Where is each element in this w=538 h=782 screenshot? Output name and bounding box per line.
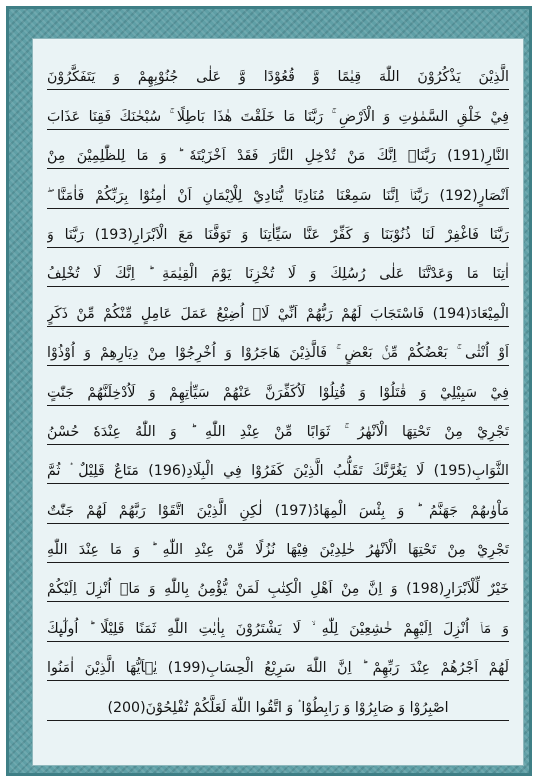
line-text: اصْبِرُوْا وَ صَابِرُوْا وَ رَابِطُوْا ۟ وَ اتَّقُوا اللّٰهَ لَعَلَّكُمْ تُفْلِحُوْنَ(200) [107, 699, 449, 716]
line-text: لَهُمْ اَجْرُهُمْ عِنْدَ رَبِّهِمْ ؕ اِنَّ اللّٰهَ سَرِيْعُ الْحِسَابِ(199) يٰۤاَيُّهَا الَّذِيْنَ اٰمَنُوا [47, 660, 509, 677]
line-text: تَجْرِيْ مِنْ تَحْتِهَا الْاَنْهٰرُ خٰلِدِيْنَ فِيْهَا نُزُلًا مِّنْ عِنْدِ اللّٰهِ ؕ وَ مَا عِنْدَ اللّٰهِ [47, 542, 509, 559]
text-line [47, 130, 509, 169]
quran-page [32, 38, 524, 766]
line-text: اٰتِنَا مَا وَعَدْتَّنَا عَلٰى رُسُلِكَ وَ لَا تُخْزِنَا يَوْمَ الْقِيٰمَةِ ؕ اِنَّكَ لَا تُخْلِفُ [47, 266, 509, 283]
line-text: وَ مَاۤ اُنْزِلَ اِلَيْهِمْ خٰشِعِيْنَ لِلّٰهِ ۙ لَا يَشْتَرُوْنَ بِاٰيٰتِ اللّٰهِ ثَمَنًا قَلِيْلًا ؕ اُولٰٓىِٕكَ [47, 620, 509, 637]
line-text: الَّذِيْنَ يَذْكُرُوْنَ اللّٰهَ قِيٰمًا وَّ قُعُوْدًا وَّ عَلٰى جُنُوْبِهِمْ وَ يَتَفَكَّرُوْنَ [47, 69, 509, 86]
line-text: خَيْرٌ لِّلْاَبْرَارِ(198) وَ اِنَّ مِنْ اَهْلِ الْكِتٰبِ لَمَنْ يُّؤْمِنُ بِاللّٰهِ وَ مَاۤ اُنْزِلَ اِلَيْكُمْ [47, 581, 509, 598]
text-line [47, 287, 509, 326]
text-line [47, 327, 509, 366]
line-text: اَوْ اُنْثٰى ۚ بَعْضُكُمْ مِّنْۢ بَعْضٍ ۚ فَالَّذِيْنَ هَاجَرُوْا وَ اُخْرِجُوْا مِنْ دِيَارِهِمْ وَ اُوْذُوْا [47, 345, 509, 362]
text-line [47, 524, 509, 563]
text-line [47, 366, 509, 405]
text-line [47, 681, 509, 720]
line-text: الثَّوَابِ(195) لَا يَغُرَّنَّكَ تَقَلُّبُ الَّذِيْنَ كَفَرُوْا فِي الْبِلَادِ(196) مَتَاعٌ قَلِيْلٌ ۟ ثُمَّ [47, 463, 509, 480]
text-line [47, 406, 509, 445]
text-line [47, 602, 509, 641]
text-line [47, 169, 509, 208]
line-text: فِيْ خَلْقِ السَّمٰوٰتِ وَ الْاَرْضِ ۚ رَبَّنَا مَا خَلَقْتَ هٰذَا بَاطِلًا ۚ سُبْحٰنَكَ فَقِنَا عَذَابَ [47, 108, 509, 125]
line-text: النَّارِ(191) رَبَّنَاۤ اِنَّكَ مَنْ تُدْخِلِ النَّارَ فَقَدْ اَخْزَيْتَهٗ ؕ وَ مَا لِلظّٰلِمِيْنَ مِنْ [47, 148, 509, 165]
text-line [47, 445, 509, 484]
line-text: اَنْصَارٍ(192) رَبَّنَاۤ اِنَّنَا سَمِعْنَا مُنَادِيًا يُّنَادِيْ لِلْاِيْمَانِ اَنْ اٰمِنُوْا بِرَبِّكُمْ فَاٰمَنَّا ۖ [47, 187, 509, 204]
text-line [47, 248, 509, 287]
line-text: رَبَّنَا فَاغْفِرْ لَنَا ذُنُوْبَنَا وَ كَفِّرْ عَنَّا سَيِّاٰتِنَا وَ تَوَفَّنَا مَعَ الْاَبْرَارِ(193) رَبَّنَا وَ [47, 226, 509, 243]
text-line [47, 51, 509, 90]
line-text: مَاْوٰىهُمْ جَهَنَّمُ ؕ وَ بِئْسَ الْمِهَادُ(197) لٰكِنِ الَّذِيْنَ اتَّقَوْا رَبَّهُمْ لَهُمْ جَنّٰتٌ [47, 502, 509, 519]
line-text: الْمِيْعَادَ(194) فَاسْتَجَابَ لَهُمْ رَبُّهُمْ اَنِّيْ لَاۤ اُضِيْعُ عَمَلَ عَامِلٍ مِّنْكُمْ مِّنْ ذَكَرٍ [47, 305, 509, 322]
text-line [47, 484, 509, 523]
text-line [47, 90, 509, 129]
text-line [47, 563, 509, 602]
text-line [47, 642, 509, 681]
line-text: فِيْ سَبِيْلِيْ وَ قٰتَلُوْا وَ قُتِلُوْا لَاُكَفِّرَنَّ عَنْهُمْ سَيِّاٰتِهِمْ وَ لَاُدْخِلَنَّهُمْ جَنّٰتٍ [47, 384, 509, 401]
decorative-border [6, 6, 532, 776]
line-text: تَجْرِيْ مِنْ تَحْتِهَا الْاَنْهٰرُ ۚ ثَوَابًا مِّنْ عِنْدِ اللّٰهِ ؕ وَ اللّٰهُ عِنْدَهٗ حُسْنُ [47, 423, 509, 440]
text-line [47, 209, 509, 248]
